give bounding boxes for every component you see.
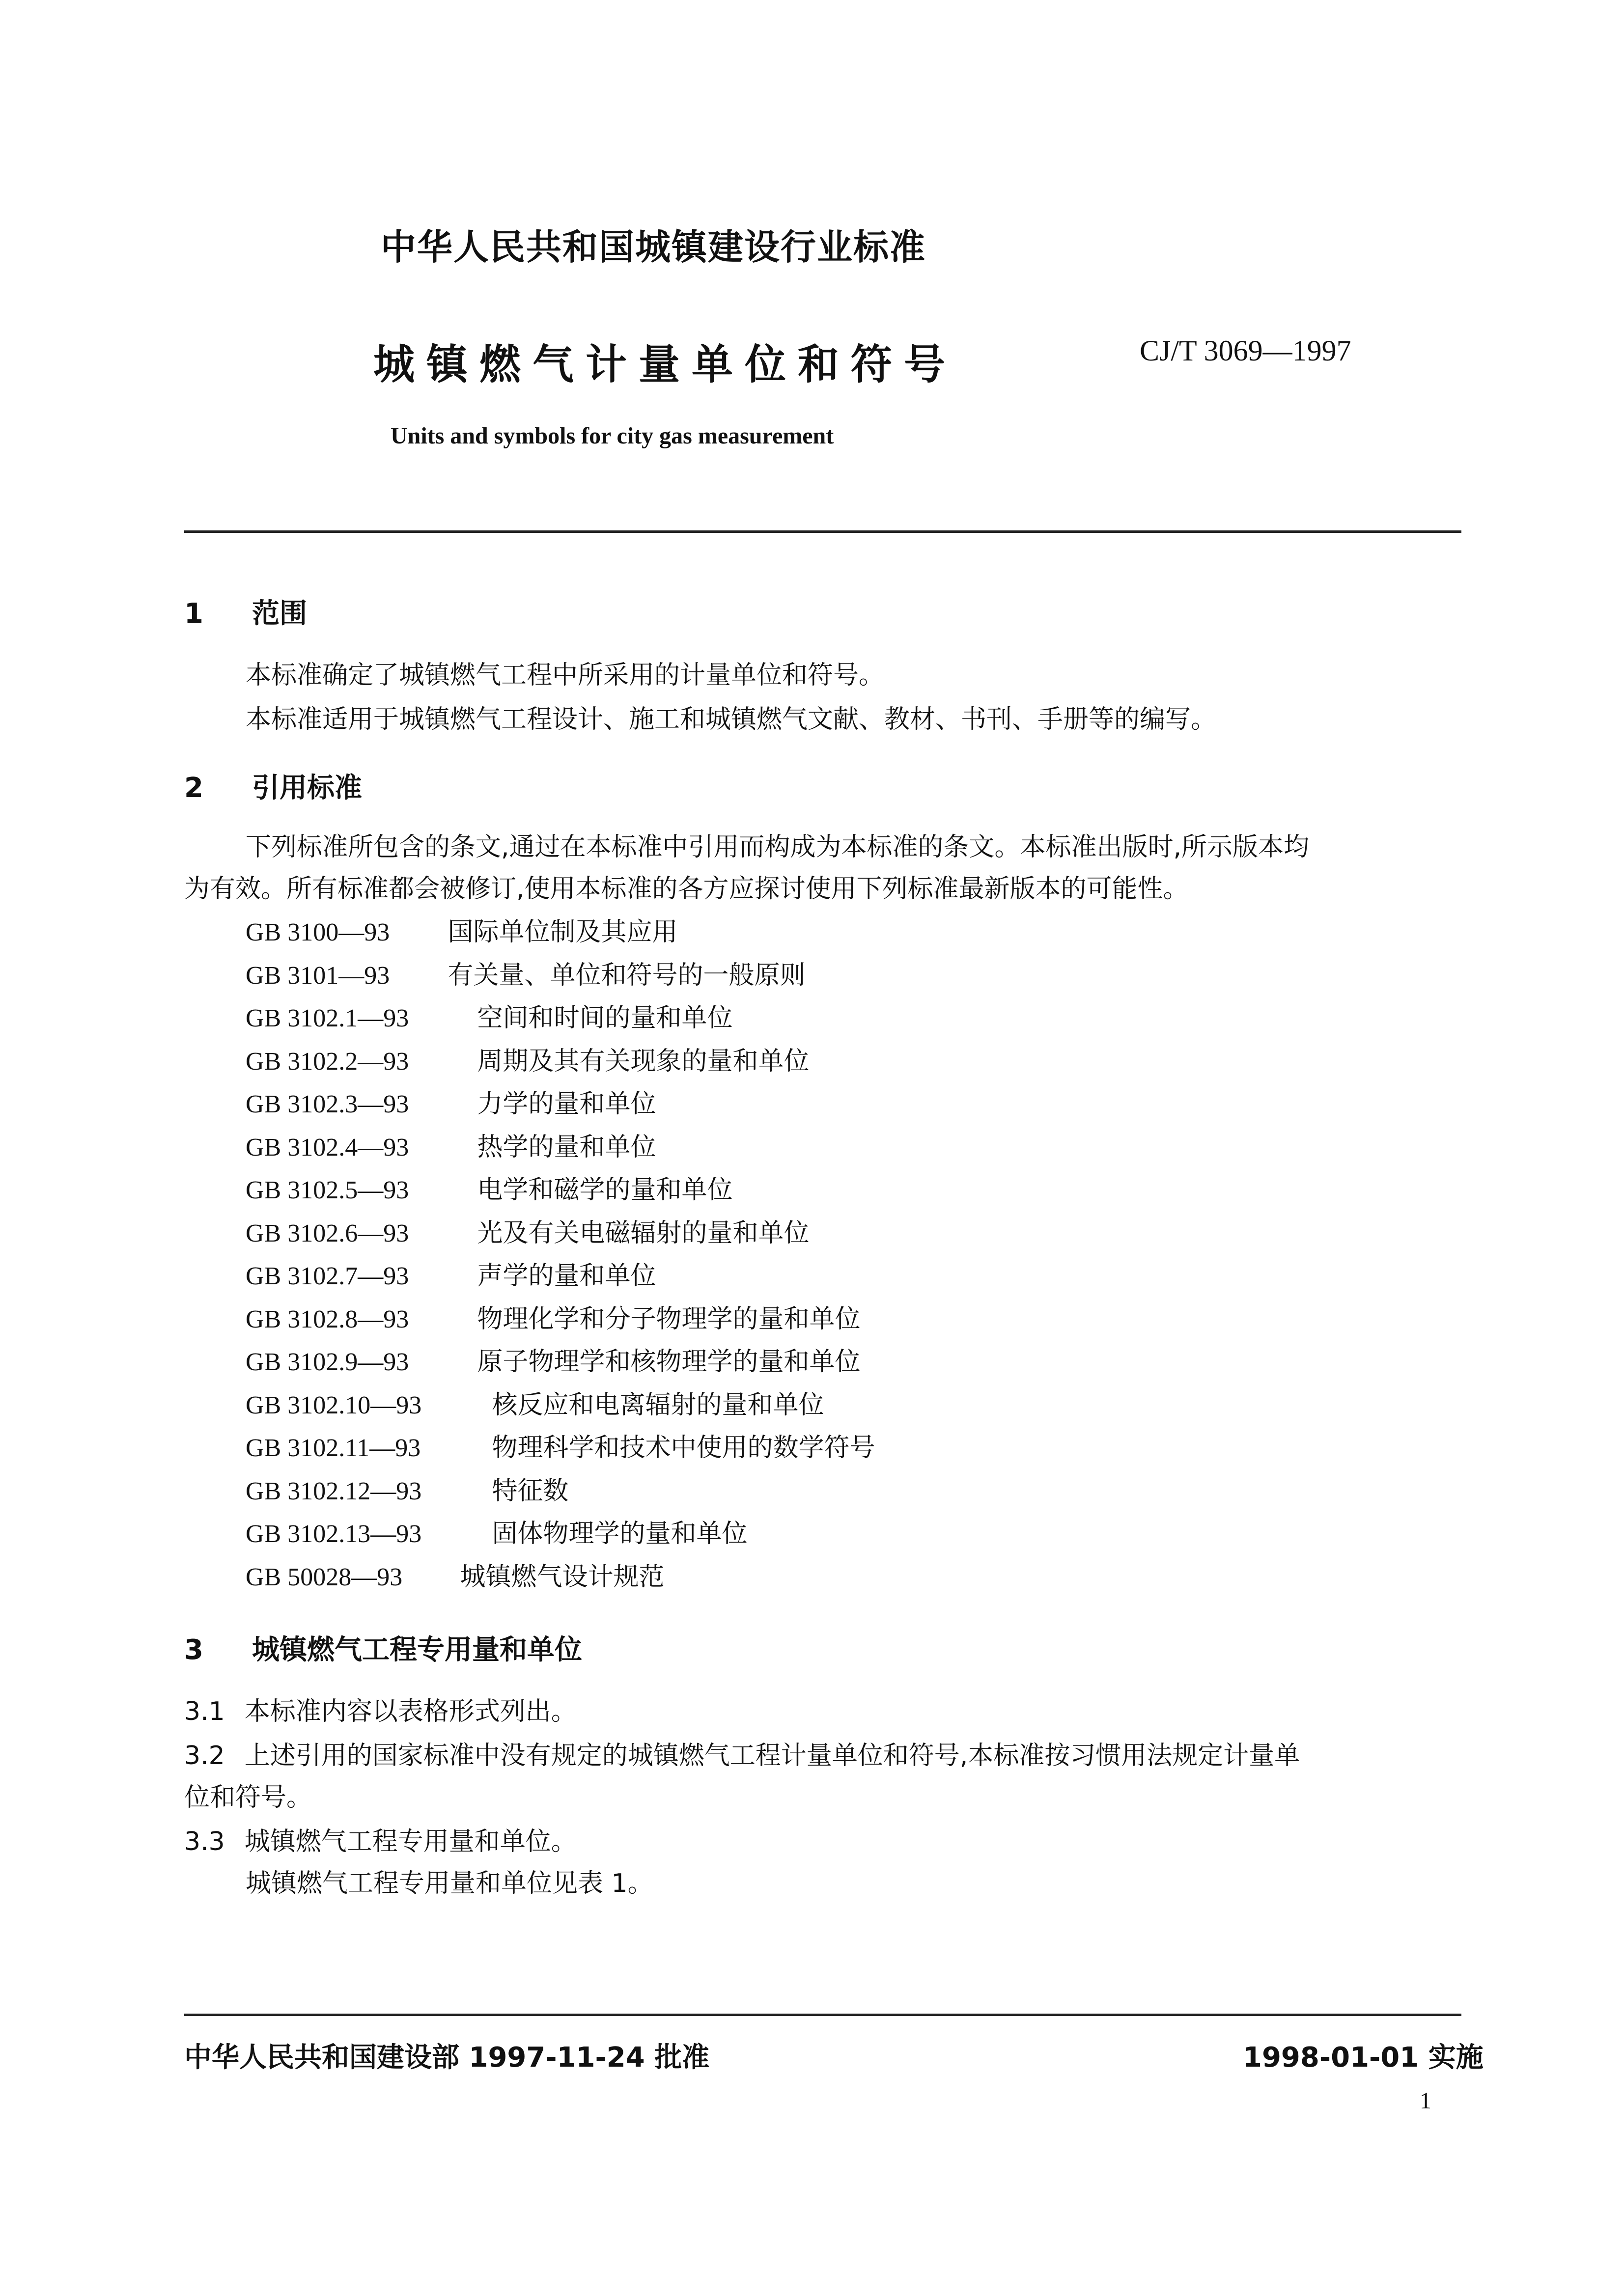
- reference-item: [246, 1427, 875, 1470]
- reference-code: GB 3102.5—93: [246, 1176, 409, 1204]
- reference-title: 城镇燃气设计规范: [460, 1562, 665, 1592]
- clause-text: 城镇燃气工程专用量和单位。: [244, 1827, 577, 1856]
- footer-divider: [184, 2014, 1461, 2016]
- clause-3-1: [184, 1689, 577, 1734]
- section-2-heading: [184, 766, 362, 805]
- reference-code: GB 3102.8—93: [246, 1305, 409, 1333]
- reference-title: 物理科学和技术中使用的数学符号: [492, 1433, 875, 1463]
- reference-item: [246, 1470, 875, 1513]
- section-3-number: 3: [184, 1634, 203, 1666]
- reference-title: 周期及其有关现象的量和单位: [477, 1046, 810, 1076]
- reference-item: [246, 1513, 875, 1556]
- section-2-intro-line-1: 下列标准所包含的条文,通过在本标准中引用而构成为本标准的条文。本标准出版时,所示版本均: [246, 832, 1310, 862]
- section-3-heading: [184, 1628, 582, 1667]
- reference-item: [246, 1298, 875, 1341]
- reference-code: GB 3100—93: [246, 918, 390, 946]
- reference-item: [246, 1384, 875, 1427]
- clause-number: 3.2: [184, 1741, 225, 1770]
- reference-title: 有关量、单位和符号的一般原则: [448, 960, 806, 990]
- reference-code: GB 3102.12—93: [246, 1477, 422, 1505]
- reference-title: 特征数: [492, 1476, 569, 1506]
- approval-line: 中华人民共和国建设部 1997-11-24 批准: [184, 2042, 710, 2074]
- reference-item: [246, 997, 875, 1040]
- reference-item: [246, 1556, 875, 1599]
- reference-code: GB 3102.11—93: [246, 1434, 421, 1462]
- reference-title: 电学和磁学的量和单位: [477, 1175, 733, 1205]
- section-1-paragraph-1: 本标准确定了城镇燃气工程中所采用的计量单位和符号。: [246, 661, 885, 690]
- reference-code: GB 3102.13—93: [246, 1520, 422, 1548]
- reference-title: 空间和时间的量和单位: [477, 1003, 733, 1033]
- reference-item: [246, 1255, 875, 1298]
- reference-code: GB 3102.10—93: [246, 1391, 422, 1419]
- reference-code: GB 3102.4—93: [246, 1133, 409, 1162]
- reference-item: [246, 1341, 875, 1384]
- clause-3-3-continuation: 城镇燃气工程专用量和单位见表 1。: [246, 1869, 653, 1898]
- reference-item: [246, 1126, 875, 1169]
- reference-item: [246, 1083, 875, 1126]
- clause-3-3: [184, 1820, 577, 1864]
- reference-title: 热学的量和单位: [477, 1132, 656, 1162]
- reference-title: 光及有关电磁辐射的量和单位: [477, 1218, 810, 1248]
- clause-number: 3.1: [184, 1697, 225, 1726]
- document-title: 城镇燃气计量单位和符号: [373, 340, 957, 388]
- reference-code: GB 3102.9—93: [246, 1348, 409, 1376]
- english-subtitle: Units and symbols for city gas measurement: [391, 423, 834, 449]
- reference-code: GB 3102.7—93: [246, 1262, 409, 1290]
- section-3-title: 城镇燃气工程专用量和单位: [252, 1634, 582, 1666]
- reference-title: 核反应和电离辐射的量和单位: [492, 1390, 824, 1420]
- reference-item: [246, 1169, 875, 1212]
- reference-item: [246, 1040, 875, 1083]
- clause-3-2: [184, 1734, 1300, 1778]
- clause-number: 3.3: [184, 1827, 225, 1856]
- section-1-title: 范围: [252, 598, 307, 630]
- clause-3-2-continuation: 位和符号。: [184, 1783, 312, 1812]
- section-1-paragraph-2: 本标准适用于城镇燃气工程设计、施工和城镇燃气文献、教材、书刊、手册等的编写。: [246, 705, 1217, 734]
- reference-title: 声学的量和单位: [477, 1261, 656, 1291]
- reference-code: GB 3102.2—93: [246, 1047, 409, 1076]
- section-1-number: 1: [184, 598, 203, 630]
- section-2-intro-line-2: 为有效。所有标准都会被修订,使用本标准的各方应探讨使用下列标准最新版本的可能性。: [184, 874, 1189, 904]
- reference-title: 国际单位制及其应用: [448, 917, 678, 947]
- reference-title: 固体物理学的量和单位: [492, 1519, 748, 1549]
- reference-title: 原子物理学和核物理学的量和单位: [477, 1347, 861, 1377]
- reference-title: 物理化学和分子物理学的量和单位: [477, 1304, 861, 1334]
- reference-code: GB 3102.1—93: [246, 1004, 409, 1032]
- reference-code: GB 50028—93: [246, 1563, 403, 1591]
- clause-text: 上述引用的国家标准中没有规定的城镇燃气工程计量单位和符号,本标准按习惯用法规定计量单: [244, 1741, 1300, 1770]
- issuing-body-heading: 中华人民共和国城镇建设行业标准: [381, 226, 926, 268]
- header-divider: [184, 530, 1461, 533]
- reference-item: [246, 1212, 875, 1255]
- reference-item: [246, 954, 875, 997]
- reference-code: GB 3102.3—93: [246, 1090, 409, 1118]
- reference-item: [246, 911, 875, 954]
- reference-list: [246, 911, 875, 1599]
- section-1-heading: [184, 592, 307, 631]
- effective-date: 1998-01-01 实施: [1243, 2042, 1484, 2074]
- standard-code: CJ/T 3069—1997: [1140, 334, 1351, 367]
- clause-text: 本标准内容以表格形式列出。: [244, 1697, 577, 1726]
- section-2-title: 引用标准: [252, 772, 362, 804]
- page-number: 1: [1420, 2088, 1431, 2114]
- reference-code: GB 3101—93: [246, 961, 390, 990]
- section-2-number: 2: [184, 772, 203, 804]
- reference-title: 力学的量和单位: [477, 1089, 656, 1119]
- reference-code: GB 3102.6—93: [246, 1219, 409, 1247]
